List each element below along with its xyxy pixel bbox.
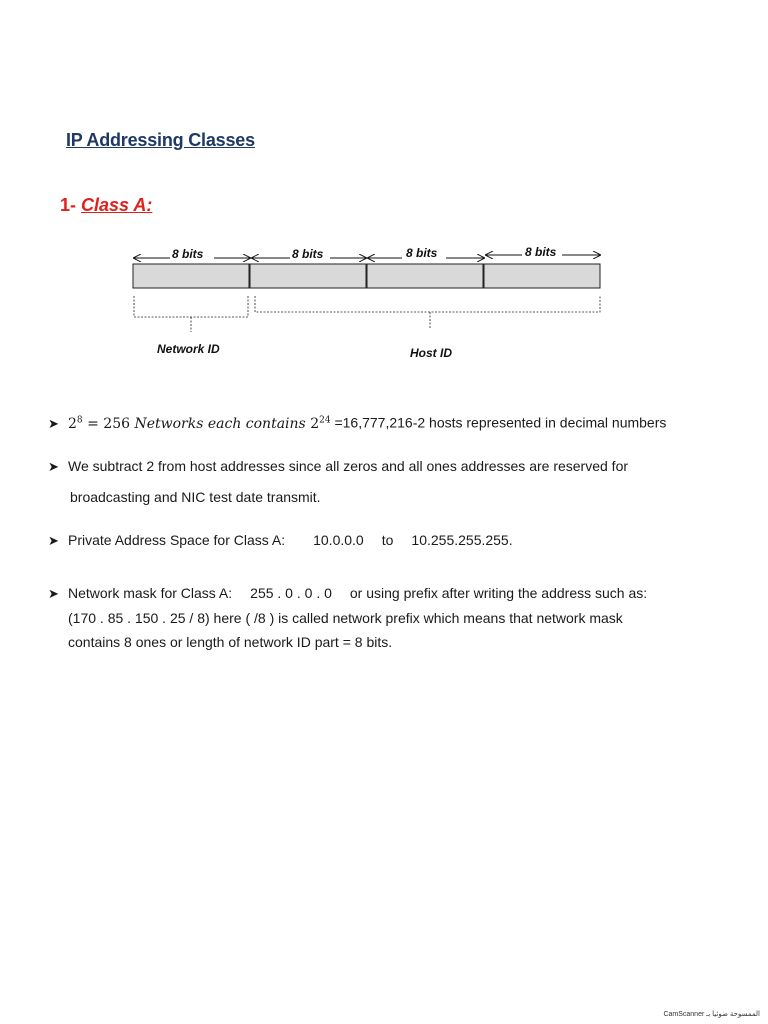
private-label: Private Address Space for Class A: [68, 532, 286, 548]
private-start: 10.0.0.0 [313, 532, 364, 548]
network-id-brace [134, 296, 248, 332]
bullet-arrow-icon: ➤ [48, 415, 59, 431]
octet-box-4 [484, 264, 600, 288]
host-count-text: =16,777,216-2 hosts represented in decimal numbers [334, 414, 667, 431]
prefix-example: (170 . 85 . 150 . 25 / 8) here ( /8 ) is called network prefix which means that network mask [68, 610, 623, 626]
page-title: IP Addressing Classes [66, 130, 255, 150]
formula: $2^8 = 256$ Networks each contains $2^{24}$ [68, 415, 331, 432]
explanation-line-1: We subtract 2 from host addresses since all zeros and all ones addresses are reserved for [68, 458, 629, 474]
bullet-network-mask [48, 581, 647, 654]
host-id-brace [255, 296, 600, 328]
scanner-watermark: CamScanner الممسوحة ضوئيا بـ [663, 1011, 760, 1018]
octet-box-3 [367, 264, 483, 288]
segment-label-2: 8 bits [292, 247, 324, 261]
bullet-arrow-icon: ➤ [48, 586, 59, 601]
network-id-label: Network ID [157, 342, 220, 356]
bullet-network-count [48, 408, 666, 436]
bullet-subtract-explanation [48, 454, 628, 509]
private-to: to [381, 532, 394, 548]
section-name: Class A: [81, 195, 153, 215]
octet-box-2 [250, 264, 366, 288]
prefix-explanation: contains 8 ones or length of network ID part = 8 bits. [68, 634, 393, 650]
segment-label-3: 8 bits [406, 246, 438, 260]
class-a-bit-diagram [0, 0, 768, 380]
segment-label-4: 8 bits [525, 245, 557, 259]
bullet-arrow-icon: ➤ [48, 533, 59, 548]
section-number: 1- [60, 195, 77, 215]
explanation-line-2: broadcasting and NIC test date transmit. [70, 489, 321, 505]
bullet-arrow-icon: ➤ [48, 459, 59, 474]
private-end: 10.255.255.255. [411, 532, 513, 548]
bullet-private-address [48, 528, 513, 553]
segment-label-1: 8 bits [172, 247, 204, 261]
mask-rest: or using prefix after writing the address such as: [349, 585, 648, 601]
mask-value: 255 . 0 . 0 . 0 [250, 585, 332, 601]
octet-box-1 [133, 264, 249, 288]
host-id-label: Host ID [410, 346, 452, 360]
mask-label: Network mask for Class A: [68, 585, 233, 601]
